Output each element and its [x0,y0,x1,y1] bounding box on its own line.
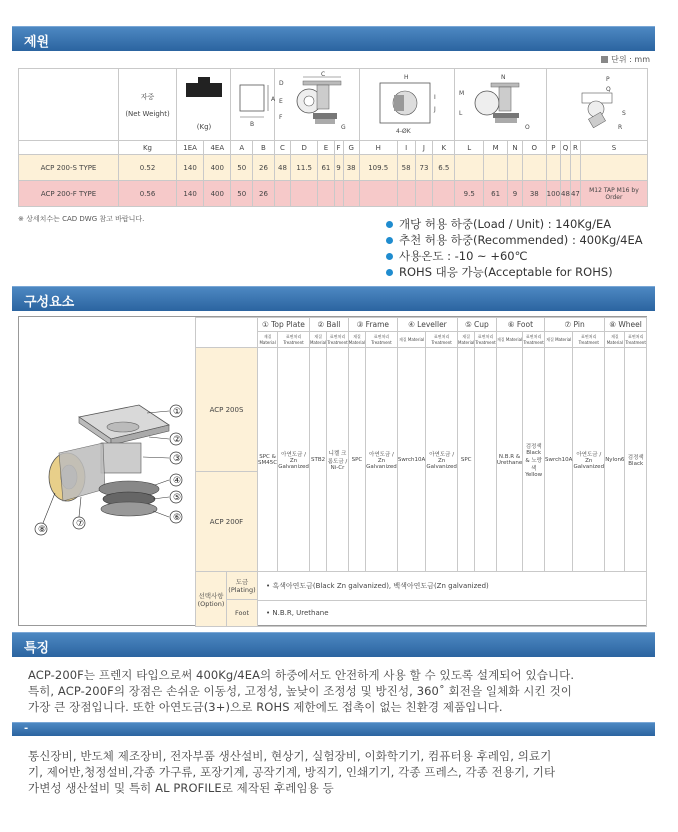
svg-text:R: R [617,123,622,131]
diagram-s-top [359,69,454,141]
list-item: ROHS 대응 가능(Acceptable for ROHS) [386,264,643,280]
section-bar-applications [12,722,655,736]
callout-7: ⑦ [76,519,85,529]
section-title-spec: 제원 [24,35,50,50]
callout-2: ② [173,435,182,445]
svg-text:P: P [605,75,610,83]
caster-s-side-diagram [275,71,359,137]
applications-text: 통신장비, 반도체 제조장비, 전자부품 생산설비, 현상기, 실험장비, 이화학기기, 컴퓨터용 후레임, 의료기 기, 제어반,청정설비,각종 가구류, 포장기계, 공작기계, 방직기, 인쇄기기, 각종 프레스, 각종 전용기, 기타 가변성 생산설비 및 특히 AL PROFILE로 제작된 후레임용 등 [28,749,556,795]
section-bar-components [12,286,655,311]
weight-header: 자중 (Net Weight) [119,69,177,141]
caster-f-top-diagram [548,71,646,137]
section-title-features: 특징 [24,641,50,656]
callout-6: ⑥ [173,513,182,523]
bullet-icon [386,269,393,276]
section-title-applications: - [24,723,29,734]
svg-text:G: G [340,123,346,131]
spec-bullets [386,216,643,280]
list-item: 사용온도 : -10 ~ +60℃ [386,248,643,264]
section-title-components: 구성요소 [24,295,75,310]
callout-8: ⑧ [38,525,47,535]
spec-table: 자중 (Net Weight) (Kg) A B C D E F G H I J 4-ØK N M L O P Q S R Kg 1EA 4EA A B C D E F G H I J K L M N O P Q R S ACP 200-S TYPE 0.52 140 400 50 26 48 11.5 61 9 38 109.5 58 73 6.5 ACP 200-F TYPE 0.56 140 400 50 26 9.5 61 9 38 100 48 47 M12 TAP M16 by Order [18,68,648,207]
diagram-f-side [455,69,546,141]
list-item: 추천 허용 하중(Recommended) : 400Kg/4EA [386,232,643,248]
components-panel [18,316,647,626]
caster-s-top-diagram [360,71,454,137]
caster-illustration [19,317,195,623]
cad-note: ※ 상세치수는 CAD DWG 참고 바랍니다. [18,215,145,223]
diagram-ab [231,69,274,141]
bullet-icon [386,237,393,244]
diagram-weight [177,69,231,141]
svg-text:N: N [501,73,506,81]
svg-text:H: H [404,73,409,81]
spec-corner [19,69,119,141]
svg-text:M: M [459,89,465,97]
svg-text:A: A [270,95,275,103]
svg-text:(Kg): (Kg) [196,122,211,131]
svg-text:E: E [278,97,283,105]
callout-3: ③ [173,454,182,464]
table-row: ACP 200-S TYPE 0.52 140 400 50 26 48 11.5 61 9 38 109.5 58 73 6.5 [19,155,648,181]
svg-text:Q: Q [605,85,611,93]
bullet-icon [386,253,393,260]
list-item: 개당 허용 하중(Load / Unit) : 140Kg/EA [386,216,643,232]
features-text: ACP-200F는 프렌지 타입으로써 400Kg/4EA의 하중에서도 안전하게 사용 할 수 있도록 설계되어 있습니다. 특히, ACP-200F의 장점은 손쉬운 이동성, 고정성, 높낮이 조정성 및 방진성, 360˚ 회전을 일체화 시킨 것이 가장 큰 장점입니다. 또한 아연도금(3+)으로 ROHS 제한에도 접촉이 없는 친환경 제품입니다. [28,668,575,714]
callout-4: ④ [173,476,182,486]
svg-text:S: S [621,109,626,117]
svg-text:B: B [249,120,254,128]
svg-text:O: O [525,123,531,131]
plate-side-diagram [232,71,274,137]
svg-text:J: J [434,105,436,113]
caster-f-side-diagram [455,71,545,137]
bullet-icon [386,221,393,228]
unit-note: 단위 : mm [601,54,650,65]
diagram-f-top [546,69,647,141]
callout-1: ① [173,407,182,417]
section-bar-features [12,632,655,657]
section-bar-spec [12,26,655,51]
diagram-s-side [274,69,359,141]
square-icon [601,56,608,63]
svg-text:4-ØK: 4-ØK [396,127,411,135]
callout-5: ⑤ [173,493,182,503]
table-row: ACP 200-F TYPE 0.56 140 400 50 26 9.5 61 9 38 100 48 47 M12 TAP M16 by Order [19,181,648,207]
svg-text:D: D [278,79,284,87]
svg-text:C: C [320,70,326,78]
svg-text:I: I [434,93,436,101]
component-table: ① Top Plate ② Ball ③ Frame ④ Leveller ⑤ Cup ⑥ Foot ⑦ Pin ⑧ Wheel 재질 Material 표면처리 Treatment 재질 Material 표면처리 Treatment 재질 Material 표면처리 Treatment 재질 Material 표면처리 Treatment 재질 Material 표면처리 Treatment 재질 Material 표면처리 Treatment 재질 Material 표면처리 Treatment 재질 Material 표면처리 Treatment ACP 200S SPC & SM45C 아연도금 / Zn Galvanized STB2 니켈 크롬도금 / Ni-Cr SPC 아연도금 / Zn Galvanized Swrch10A 아연도금 / Zn Galvanized SPC N.B.R & Urethane 검정색 Black & 노랑색 Yellow Swrch10A 아연도금 / Zn Galvanized Nylon6 검정색 Black ACP 200F 선택사항 (Option) 도금 (Plating) Foot • 흑색아연도금(Black Zn galvanized), 백색아연도금(Zn galvanized) • N.B.R, Urethane [195,317,647,627]
svg-text:F: F [278,113,283,121]
svg-text:L: L [459,109,463,117]
weight-icon [178,71,230,137]
